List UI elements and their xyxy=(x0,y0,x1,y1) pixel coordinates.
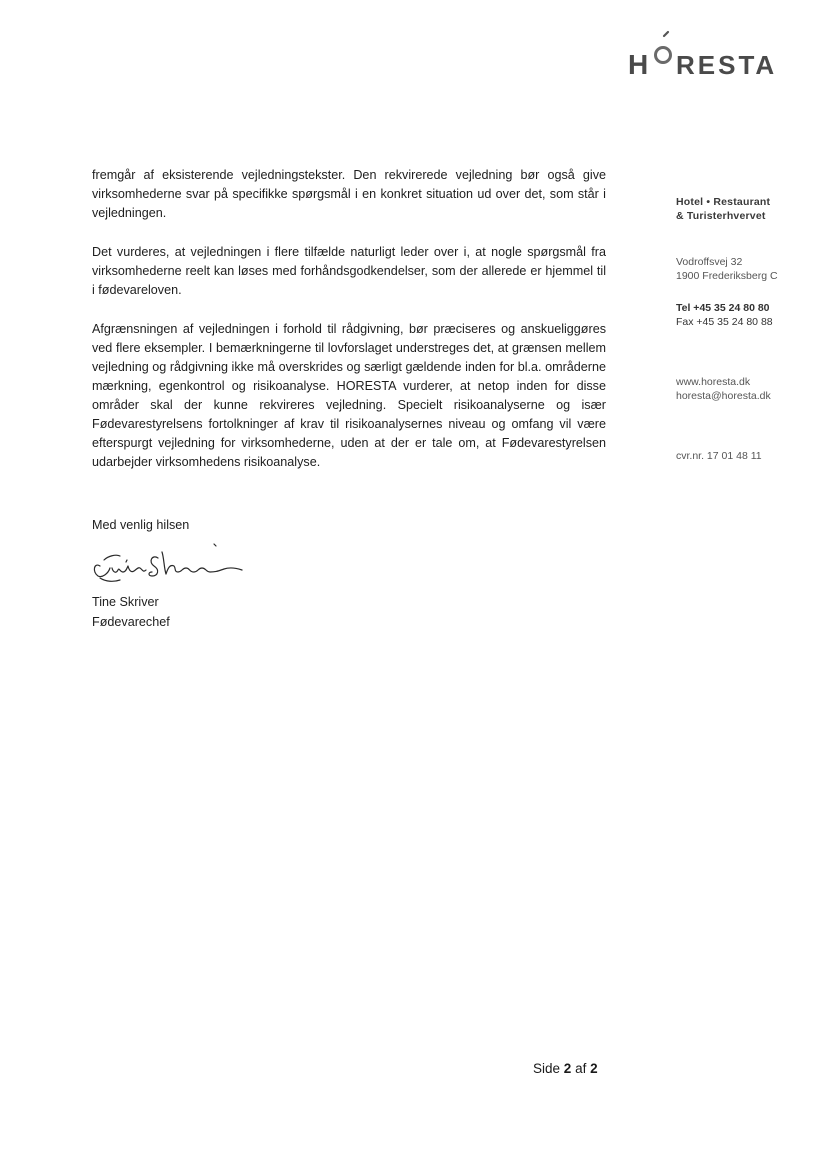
paragraph-2: Det vurderes, at vejledningen i flere tilfælde naturligt leder over i, at nogle spørgsmål fra virksomhederne reelt kan løses med forhåndsgodkendelser, som der allerede er hjemmel til i fødevareloven. xyxy=(92,245,606,297)
signer-title: Fødevarechef xyxy=(92,615,170,629)
fax: Fax +45 35 24 80 88 xyxy=(676,315,773,328)
org-name-block xyxy=(676,196,770,223)
horesta-logo xyxy=(626,30,786,80)
logo-letter-h: H xyxy=(628,49,649,80)
email: horesta@horesta.dk xyxy=(676,389,771,402)
page-total: 2 xyxy=(590,1061,598,1076)
address-line-1: Vodroffsvej 32 xyxy=(676,256,743,268)
org-line-1: Hotel • Restaurant xyxy=(676,196,771,208)
cvr-number: cvr.nr. 17 01 48 11 xyxy=(676,450,762,462)
address-block xyxy=(676,256,778,283)
logo-o-ring xyxy=(656,48,671,63)
logo-letters-resta: RESTA xyxy=(676,50,778,80)
handwritten-signature xyxy=(86,538,256,588)
signature-drawing xyxy=(86,538,256,588)
closing-greeting: Med venlig hilsen xyxy=(92,518,190,532)
page-of: af xyxy=(575,1061,587,1076)
paragraph-1: fremgår af eksisterende vejledningstekster. Den rekvirerede vejledning bør også give virksomhederne svar på specifikke spørgsmål i en konkret situation ud over det, som står i vejledningen. xyxy=(92,168,606,220)
signer-block xyxy=(92,592,170,632)
org-line-2: & Turisterhvervet xyxy=(676,209,766,222)
address-line-2: 1900 Frederiksberg C xyxy=(676,269,778,282)
phone-block xyxy=(676,302,773,329)
telephone: Tel +45 35 24 80 80 xyxy=(676,302,770,314)
page-label: Side xyxy=(533,1061,561,1076)
page-current: 2 xyxy=(563,1061,572,1076)
logo-accent-mark xyxy=(664,32,668,36)
paragraph-3: Afgrænsningen af vejledningen i forhold til rådgivning, bør præciseres og anskueliggøres ved flere eksempler. I bemærkningerne til lovforslaget understreges det, at grænsen mellem vejledning og rådgivning ikke må overskrides og særligt gældende inden for bl.a. områderne mærkning, egenkontrol og risikoanalyse. HORESTA vurderer, at netop inden for disse områder skal der kunne rekvireres vejledning. Specielt risikoanalyserne og især Fødevarestyrelsens fortolkninger af krav til risikoanalysernes niveau og omfang vil være efterspurgt vejledning for virksomhederne, uden at der er tale om, at Fødevarestyrelsen udarbejder virksomhedens risikoanalyse. xyxy=(92,322,606,469)
horesta-logo-mark xyxy=(626,30,786,80)
page-number xyxy=(533,1061,598,1076)
web-block xyxy=(676,376,771,403)
website: www.horesta.dk xyxy=(676,376,751,388)
letter-body xyxy=(92,166,606,492)
signer-name: Tine Skriver xyxy=(92,595,159,609)
